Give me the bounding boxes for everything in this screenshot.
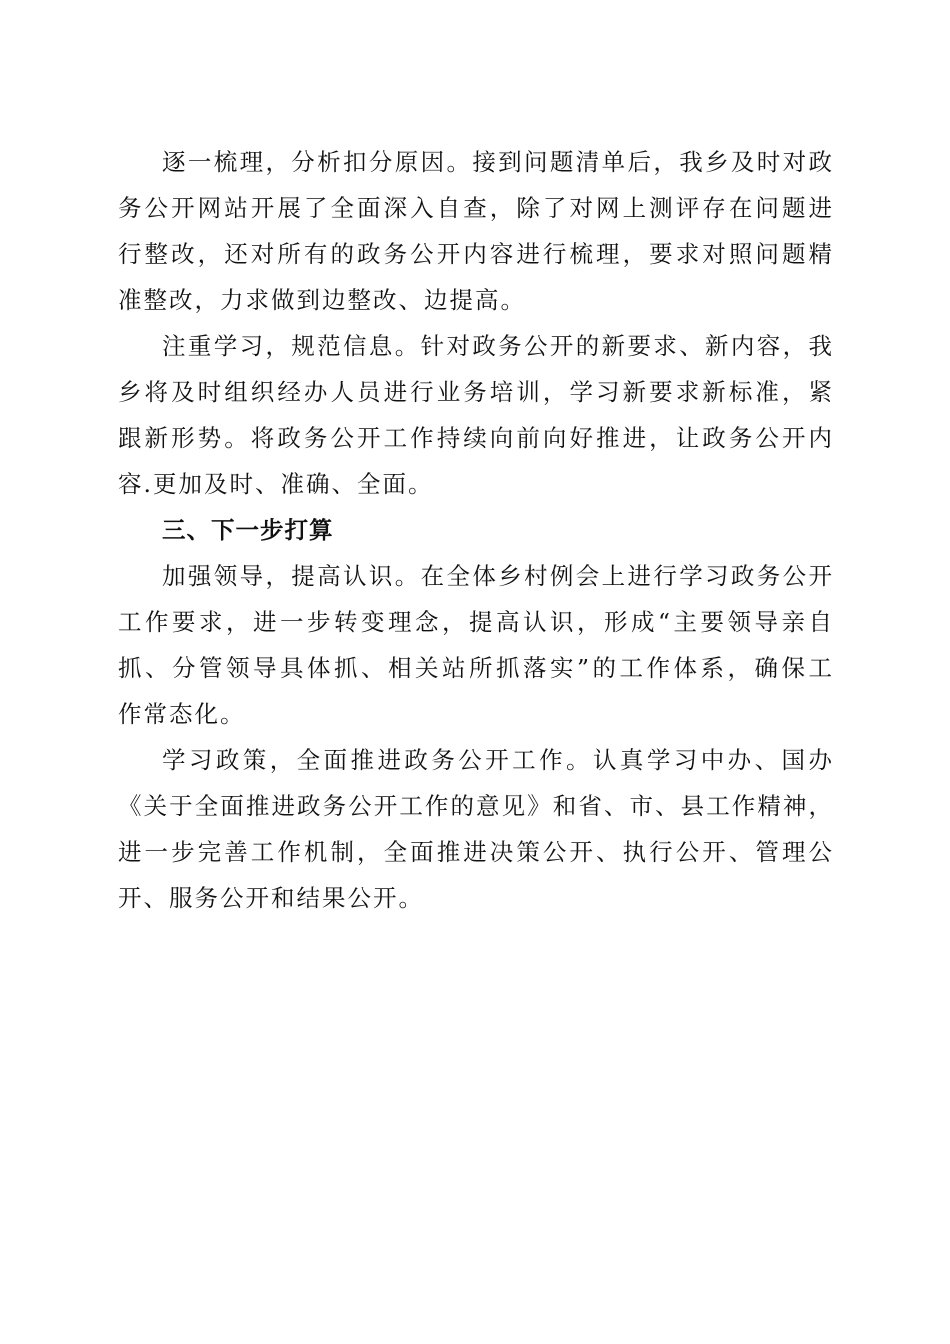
paragraph-study-policy [118, 737, 834, 921]
paragraph-line: 务公开网站开展了全面深入自查，除了对网上测评存在问题进 [118, 194, 834, 222]
paragraph-line: 开、服务公开和结果公开。 [118, 884, 424, 912]
section-heading-next-steps: 三、下一步打算 [162, 516, 334, 544]
paragraph-line: 作常态化。 [118, 700, 246, 728]
paragraph-line: 学习政策，全面推进政务公开工作。认真学习中办、国办 [162, 746, 834, 774]
paragraph-line: 乡将及时组织经办人员进行业务培训，学习新要求新标准，紧 [118, 378, 834, 406]
paragraph-line: 进一步完善工作机制，全面推进决策公开、执行公开、管理公 [118, 838, 834, 866]
paragraph-line: 行整改，还对所有的政务公开内容进行梳理，要求对照问题精 [118, 240, 834, 268]
paragraph-study-standardize [118, 323, 834, 507]
paragraph-review-deductions [118, 139, 834, 323]
paragraph-line: 加强领导，提高认识。在全体乡村例会上进行学习政务公开 [162, 562, 834, 590]
paragraph-line: 容.更加及时、准确、全面。 [118, 470, 434, 498]
paragraph-line: 准整改，力求做到边整改、边提高。 [118, 286, 526, 314]
paragraph-line: 工作要求，进一步转变理念，提高认识，形成“主要领导亲自 [118, 608, 834, 636]
paragraph-line: 注重学习，规范信息。针对政务公开的新要求、新内容，我 [162, 332, 834, 360]
paragraph-line: 抓、分管领导具体抓、相关站所抓落实”的工作体系，确保工 [118, 654, 834, 682]
paragraph-line: 跟新形势。将政务公开工作持续向前向好推进，让政务公开内 [118, 424, 834, 452]
document-body [118, 139, 834, 921]
paragraph-strengthen-leadership [118, 553, 834, 737]
paragraph-line: 逐一梳理，分析扣分原因。接到问题清单后，我乡及时对政 [162, 148, 834, 176]
paragraph-line: 《关于全面推进政务公开工作的意见》和省、市、县工作精神， [118, 792, 834, 820]
